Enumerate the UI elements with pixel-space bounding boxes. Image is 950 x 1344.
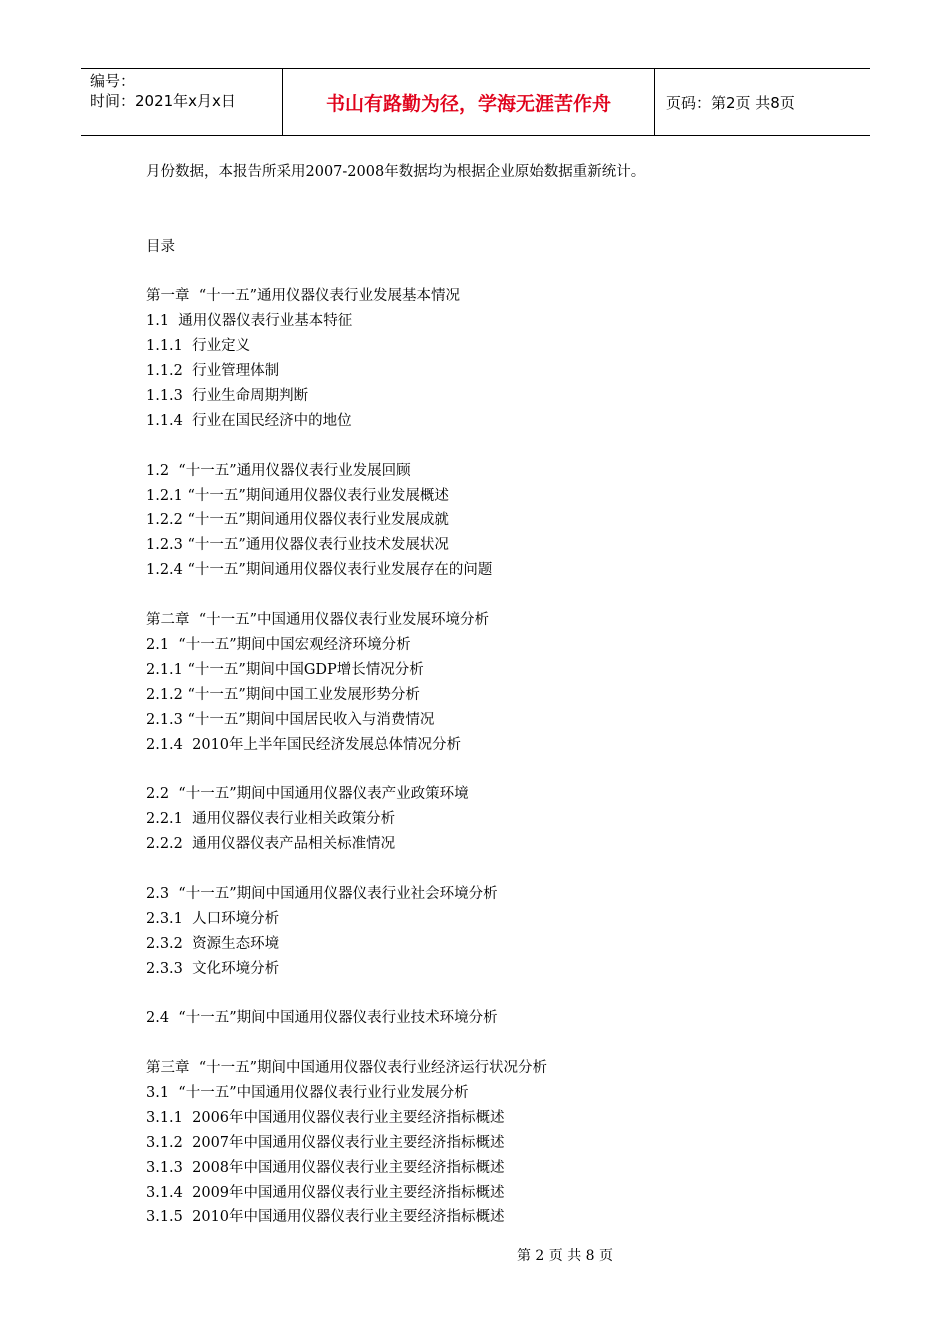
toc-entry: 1.1.1 行业定义	[146, 338, 251, 355]
table-of-contents	[146, 284, 846, 1230]
toc-entry: 1.2.2 “十一五”期间通用仪器仪表行业发展成就	[146, 512, 449, 529]
toc-entry: 1.1 通用仪器仪表行业基本特征	[146, 313, 353, 330]
doc-number-label: 编号：	[90, 72, 136, 90]
toc-entry: 第二章 “十一五”中国通用仪器仪表行业发展环境分析	[146, 612, 490, 629]
header-meta-cell	[81, 69, 283, 135]
page-header	[81, 68, 870, 136]
header-motto: 书山有路勤为径，学海无涯苦作舟	[283, 69, 655, 135]
document-body	[146, 160, 846, 1230]
toc-entry: 2.2.2 通用仪器仪表产品相关标准情况	[146, 836, 396, 853]
toc-entry: 1.2.4 “十一五”期间通用仪器仪表行业发展存在的问题	[146, 562, 493, 579]
toc-entry: 2.4 “十一五”期间中国通用仪器仪表行业技术环境分析	[146, 1010, 498, 1027]
toc-entry: 1.1.4 行业在国民经济中的地位	[146, 412, 352, 429]
toc-entry: 第三章 “十一五”期间中国通用仪器仪表行业经济运行状况分析	[146, 1060, 548, 1077]
page-footer: 第 2 页 共 8 页	[516, 1248, 614, 1264]
toc-entry: 2.3.1 人口环境分析	[146, 910, 280, 927]
toc-entry: 1.2 “十一五”通用仪器仪表行业发展回顾	[146, 462, 411, 479]
toc-title: 目录	[146, 238, 175, 255]
toc-entry: 2.2.1 通用仪器仪表行业相关政策分析	[146, 811, 396, 828]
toc-entry: 2.1.1 “十一五”期间中国GDP增长情况分析	[146, 661, 424, 678]
toc-entry: 第一章 “十一五”通用仪器仪表行业发展基本情况	[146, 288, 461, 305]
toc-entry: 2.2 “十一五”期间中国通用仪器仪表产业政策环境	[146, 786, 469, 803]
intro-paragraph: 月份数据，本报告所采用2007-2008年数据均为根据企业原始数据重新统计。	[146, 164, 646, 180]
toc-entry: 2.3.2 资源生态环境	[146, 935, 280, 952]
toc-entry: 3.1.3 2008年中国通用仪器仪表行业主要经济指标概述	[146, 1159, 505, 1176]
toc-entry: 3.1.2 2007年中国通用仪器仪表行业主要经济指标概述	[146, 1134, 505, 1151]
toc-entry: 2.1.4 2010年上半年国民经济发展总体情况分析	[146, 736, 462, 753]
toc-entry: 2.3 “十一五”期间中国通用仪器仪表行业社会环境分析	[146, 885, 498, 902]
toc-entry: 3.1.1 2006年中国通用仪器仪表行业主要经济指标概述	[146, 1109, 505, 1126]
toc-entry: 1.1.3 行业生命周期判断	[146, 388, 309, 405]
toc-entry: 2.1.2 “十一五”期间中国工业发展形势分析	[146, 686, 420, 703]
toc-entry: 1.2.3 “十一五”通用仪器仪表行业技术发展状况	[146, 537, 449, 554]
header-page-number: 页码：第2页 共8页	[666, 93, 795, 112]
toc-entry: 3.1 “十一五”中国通用仪器仪表行业行业发展分析	[146, 1084, 469, 1101]
toc-entry: 2.1 “十一五”期间中国宏观经济环境分析	[146, 636, 411, 653]
toc-entry: 2.3.3 文化环境分析	[146, 960, 280, 977]
toc-entry: 1.1.2 行业管理体制	[146, 363, 280, 380]
doc-time-label: 时间：2021年x月x日	[90, 92, 236, 110]
toc-entry: 3.1.4 2009年中国通用仪器仪表行业主要经济指标概述	[146, 1184, 505, 1201]
toc-entry: 3.1.5 2010年中国通用仪器仪表行业主要经济指标概述	[146, 1209, 505, 1226]
toc-entry: 1.2.1 “十一五”期间通用仪器仪表行业发展概述	[146, 487, 449, 504]
toc-entry: 2.1.3 “十一五”期间中国居民收入与消费情况	[146, 711, 435, 728]
